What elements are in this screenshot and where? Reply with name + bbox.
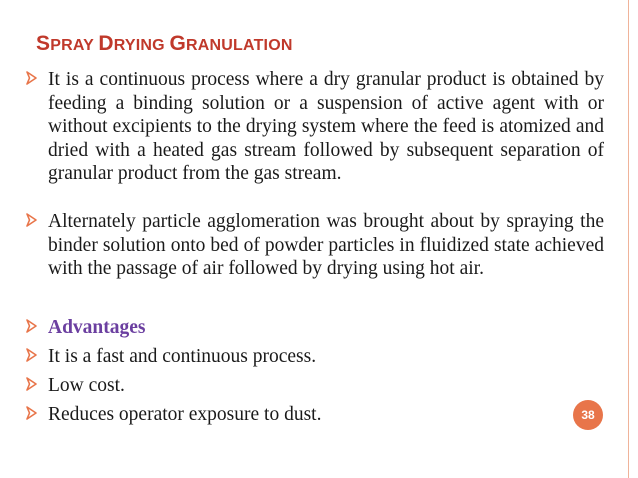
title-part: G [169, 32, 187, 55]
slide-border-line [628, 0, 630, 478]
page-number-badge: 38 [573, 400, 603, 430]
bullet-marker-icon [24, 347, 38, 363]
bullet-item [24, 345, 604, 369]
bullet-marker-icon [24, 212, 38, 228]
title-part: RYING [113, 37, 170, 54]
bullet-marker-icon [24, 405, 38, 421]
bullet-text: It is a continuous process where a dry granular product is obtained by feeding a binding solution or a suspension of active agent with or without excipients to the drying system where the feed is atomized and dried with a heated gas stream followed by subsequent separation of granular product from the gas stream. [48, 69, 604, 184]
title-part: PRAY [50, 37, 99, 54]
bullet-marker-icon [24, 318, 38, 334]
title-part: D [98, 32, 114, 55]
bullet-text: Low cost. [48, 375, 125, 396]
title-part: S [36, 32, 51, 55]
bullet-item [24, 316, 604, 340]
bullet-item [24, 68, 604, 186]
bullet-text: It is a fast and continuous process. [48, 346, 317, 367]
bullet-text: Reduces operator exposure to dust. [48, 404, 322, 425]
bullet-item [24, 403, 604, 427]
bullet-marker-icon [24, 376, 38, 392]
bullet-text: Alternately particle agglomeration was brought about by spraying the binder solution onto bed of powder particles in fluidized state achieved with the passage of air followed by drying using hot air. [48, 211, 604, 279]
bullet-marker-icon [24, 70, 38, 86]
advantages-heading: Advantages [48, 317, 146, 338]
slide-title [36, 32, 293, 56]
bullet-item [24, 374, 604, 398]
bullet-item [24, 210, 604, 281]
title-part: RANULATION [186, 37, 293, 54]
